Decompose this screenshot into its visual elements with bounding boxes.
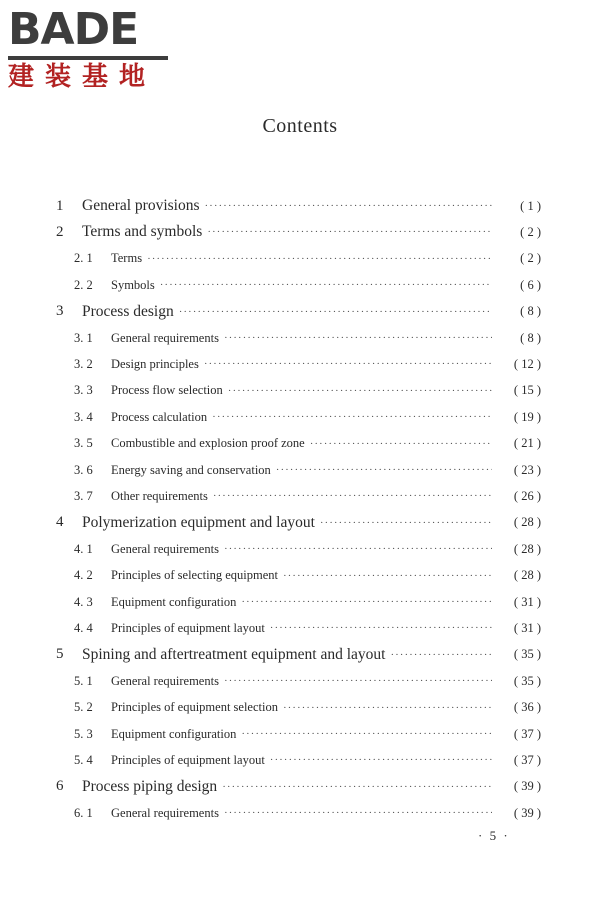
- toc-entry-title: General requirements: [111, 541, 219, 556]
- toc-chapter-entry[interactable]: [56, 510, 541, 536]
- toc-entry-page: ( 2 ): [520, 224, 541, 239]
- logo-chinese-subtitle: 建装基地: [8, 62, 157, 92]
- toc-entry-title: Process piping design: [82, 777, 218, 795]
- toc-entry-title: Equipment configuration: [111, 594, 237, 609]
- toc-entry-page: ( 6 ): [520, 277, 541, 292]
- toc-section-entry[interactable]: [56, 483, 541, 509]
- toc-entry-number: 3. 3: [74, 383, 93, 398]
- toc-entry-number: 6: [56, 778, 64, 795]
- toc-entry-number: 5: [56, 646, 64, 663]
- logo-wordmark: BADE: [8, 4, 139, 55]
- toc-entry-page: ( 2 ): [520, 251, 541, 266]
- toc-section-entry[interactable]: [56, 351, 541, 377]
- toc-entry-page: ( 39 ): [513, 779, 541, 794]
- toc-dot-leader: [204, 358, 492, 370]
- toc-entry-title: Other requirements: [111, 488, 208, 503]
- toc-entry-number: 5. 2: [74, 700, 93, 715]
- toc-entry-page: ( 35 ): [513, 673, 541, 688]
- toc-entry-number: 4. 2: [74, 568, 93, 583]
- toc-entry-page: ( 12 ): [513, 356, 541, 371]
- toc-dot-leader: [270, 754, 492, 766]
- toc-entry-number: 3. 5: [74, 436, 93, 451]
- toc-entry-title: Design principles: [111, 356, 199, 371]
- toc-entry-number: 1: [56, 197, 64, 214]
- toc-entry-title: Equipment configuration: [111, 726, 237, 741]
- toc-entry-number: 4: [56, 514, 64, 531]
- toc-section-entry[interactable]: [56, 404, 541, 430]
- toc-section-entry[interactable]: [56, 615, 541, 641]
- toc-entry-title: General requirements: [111, 673, 219, 688]
- toc-dot-leader: [390, 649, 492, 661]
- toc-entry-title: Terms and symbols: [82, 223, 203, 241]
- toc-entry-number: 4. 4: [74, 620, 93, 635]
- bade-logo: [6, 2, 176, 94]
- toc-entry-page: ( 37 ): [513, 726, 541, 741]
- toc-entry-title: Energy saving and conservation: [111, 462, 271, 477]
- toc-entry-title: Principles of equipment layout: [111, 752, 265, 767]
- toc-dot-leader: [310, 438, 492, 450]
- toc-dot-leader: [224, 807, 492, 819]
- toc-dot-leader: [228, 385, 492, 397]
- toc-entry-number: 5. 4: [74, 752, 93, 767]
- toc-entry-title: Process calculation: [111, 409, 208, 424]
- page-number: · 5 ·: [478, 828, 510, 843]
- toc-dot-leader: [207, 226, 492, 238]
- toc-entry-page: ( 31 ): [513, 620, 541, 635]
- toc-entry-title: Process design: [82, 302, 174, 320]
- toc-dot-leader: [147, 253, 492, 265]
- toc-entry-number: 2: [56, 223, 64, 240]
- toc-section-entry[interactable]: [56, 272, 541, 298]
- toc-dot-leader: [212, 411, 492, 423]
- toc-entry-number: 3. 4: [74, 409, 93, 424]
- toc-entry-title: General requirements: [111, 330, 219, 345]
- toc-entry-number: 4. 1: [74, 541, 93, 556]
- toc-entry-page: ( 31 ): [513, 594, 541, 609]
- toc-entry-page: ( 39 ): [513, 805, 541, 820]
- toc-entry-page: ( 15 ): [513, 383, 541, 398]
- toc-section-entry[interactable]: [56, 457, 541, 483]
- toc-dot-leader: [224, 332, 492, 344]
- toc-entry-page: ( 28 ): [513, 568, 541, 583]
- toc-entry-title: Principles of selecting equipment: [111, 568, 278, 583]
- toc-dot-leader: [224, 675, 492, 687]
- toc-entry-title: Principles of equipment selection: [111, 700, 278, 715]
- toc-section-entry[interactable]: [56, 246, 541, 272]
- toc-entry-page: ( 1 ): [520, 198, 541, 213]
- toc-entry-number: 2. 2: [74, 277, 93, 292]
- toc-section-entry[interactable]: [56, 563, 541, 589]
- toc-chapter-entry[interactable]: [56, 642, 541, 668]
- toc-dot-leader: [283, 702, 492, 714]
- toc-dot-leader: [270, 622, 492, 634]
- toc-entry-page: ( 21 ): [513, 436, 541, 451]
- toc-entry-number: 6. 1: [74, 805, 93, 820]
- toc-dot-leader: [205, 200, 492, 212]
- toc-entry-title: Terms: [111, 251, 143, 266]
- toc-section-entry[interactable]: [56, 747, 541, 773]
- toc-entry-number: 3: [56, 303, 64, 320]
- toc-section-entry[interactable]: [56, 695, 541, 721]
- toc-section-entry[interactable]: [56, 325, 541, 351]
- toc-dot-leader: [224, 543, 492, 555]
- toc-section-entry[interactable]: [56, 589, 541, 615]
- toc-dot-leader: [179, 306, 492, 318]
- toc-entry-number: 3. 1: [74, 330, 93, 345]
- toc-section-entry[interactable]: [56, 536, 541, 562]
- toc-entry-number: 3. 6: [74, 462, 93, 477]
- toc-entry-number: 4. 3: [74, 594, 93, 609]
- toc-chapter-entry[interactable]: [56, 774, 541, 800]
- toc-entry-title: Spining and aftertreatment equipment and layout: [82, 645, 386, 663]
- toc-chapter-entry[interactable]: [56, 299, 541, 325]
- toc-entry-page: ( 37 ): [513, 752, 541, 767]
- toc-entry-title: General requirements: [111, 805, 219, 820]
- page-title: Contents: [262, 115, 338, 137]
- toc-entry-page: ( 28 ): [513, 541, 541, 556]
- toc-dot-leader: [241, 596, 492, 608]
- toc-dot-leader: [276, 464, 492, 476]
- toc-entry-page: ( 8 ): [520, 330, 541, 345]
- toc-dot-leader: [222, 781, 492, 793]
- toc-entry-number: 3. 2: [74, 356, 93, 371]
- toc-entry-title: General provisions: [82, 197, 200, 214]
- toc-entry-page: ( 35 ): [513, 647, 541, 662]
- toc-entry-page: ( 19 ): [513, 409, 541, 424]
- toc-section-entry[interactable]: [56, 431, 541, 457]
- toc-entry-title: Process flow selection: [111, 383, 223, 398]
- toc-dot-leader: [320, 517, 492, 529]
- toc-section-entry[interactable]: [56, 800, 541, 826]
- toc-entry-page: ( 23 ): [513, 462, 541, 477]
- toc-section-entry[interactable]: [56, 378, 541, 404]
- toc-dot-leader: [241, 728, 492, 740]
- toc-entry-number: 5. 3: [74, 726, 93, 741]
- toc-entry-number: 5. 1: [74, 673, 93, 688]
- toc-entry-title: Symbols: [111, 277, 155, 292]
- toc-dot-leader: [160, 279, 492, 291]
- toc-section-entry[interactable]: [56, 668, 541, 694]
- toc-entry-page: ( 36 ): [513, 700, 541, 715]
- toc-dot-leader: [283, 570, 492, 582]
- toc-entry-number: 3. 7: [74, 488, 93, 503]
- toc-entry-title: Polymerization equipment and layout: [82, 513, 315, 531]
- toc-dot-leader: [213, 490, 492, 502]
- toc-chapter-entry[interactable]: [56, 193, 541, 219]
- toc-entry-title: Combustible and explosion proof zone: [111, 436, 305, 451]
- toc-chapter-entry[interactable]: [56, 219, 541, 245]
- toc-entry-page: ( 26 ): [513, 488, 541, 503]
- toc-entry-number: 2. 1: [74, 251, 93, 266]
- toc-section-entry[interactable]: [56, 721, 541, 747]
- toc-entry-page: ( 8 ): [520, 304, 541, 319]
- toc-entry-title: Principles of equipment layout: [111, 620, 265, 635]
- toc-entry-page: ( 28 ): [513, 515, 541, 530]
